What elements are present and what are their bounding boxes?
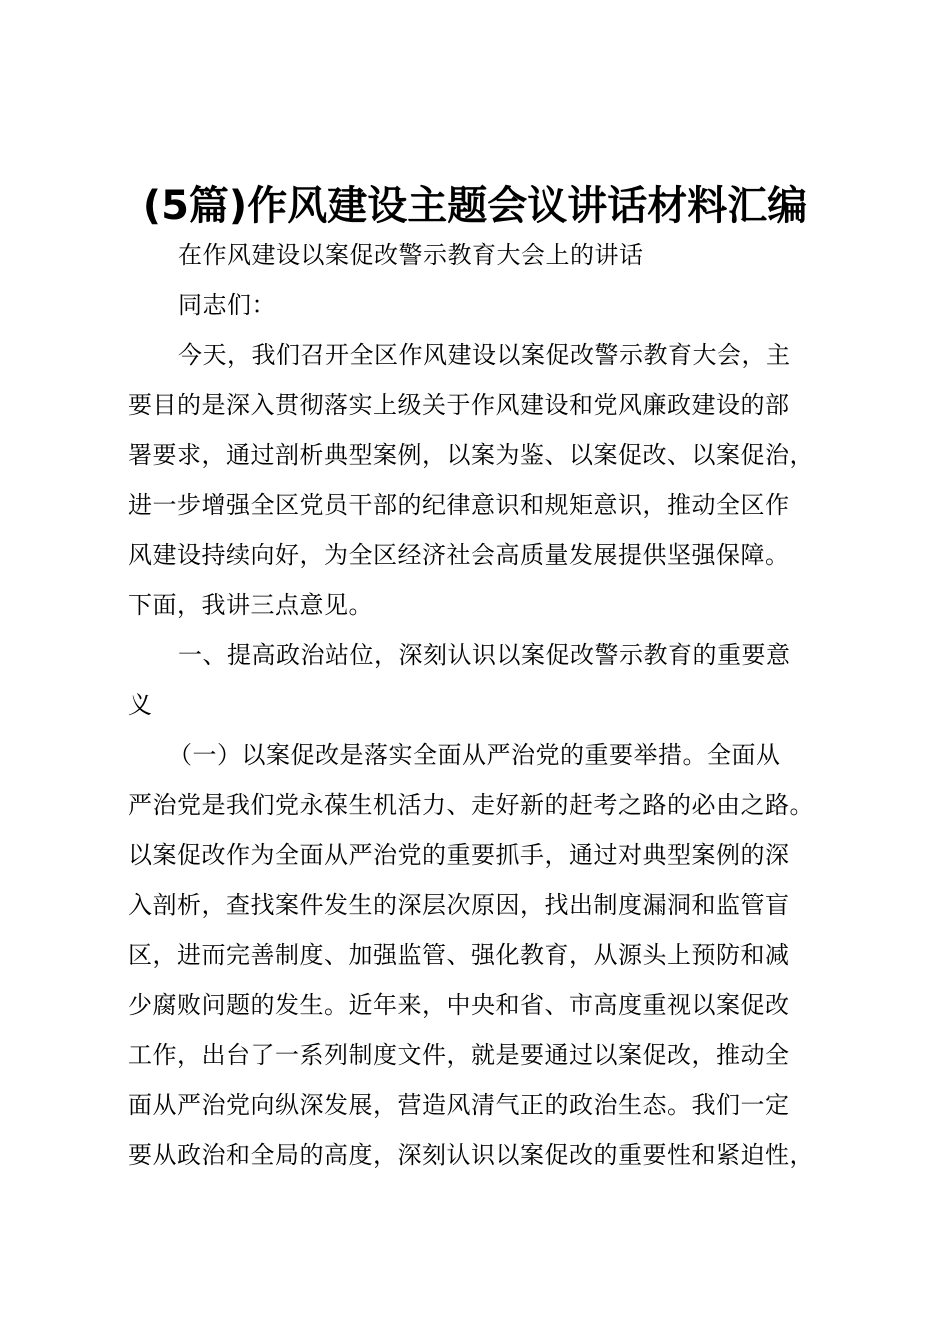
paragraph-line: （一）以案促改是落实全面从严治党的重要举措。全面从 bbox=[168, 741, 781, 769]
paragraph-line: 严治党是我们党永葆生机活力、走好新的赶考之路的必由之路。 bbox=[128, 791, 814, 819]
paragraph-line: 入剖析，查找案件发生的深层次原因，找出制度漏洞和监管盲 bbox=[128, 891, 790, 919]
heading-line: 义 bbox=[128, 691, 153, 719]
paragraph-line: 下面，我讲三点意见。 bbox=[128, 591, 373, 619]
paragraph-line: 少腐败问题的发生。近年来，中央和省、市高度重视以案促改 bbox=[128, 991, 790, 1019]
speech-subtitle: 在作风建设以案促改警示教育大会上的讲话 bbox=[178, 241, 644, 269]
document-title: (5篇)作风建设主题会议讲话材料汇编 bbox=[142, 183, 808, 229]
paragraph-line: 署要求，通过剖析典型案例，以案为鉴、以案促改、以案促治， bbox=[128, 441, 814, 469]
paragraph-line: 工作，出台了一系列制度文件，就是要通过以案促改，推动全 bbox=[128, 1041, 790, 1069]
salutation: 同志们： bbox=[178, 291, 276, 319]
heading-line: 一、提高政治站位，深刻认识以案促改警示教育的重要意 bbox=[178, 641, 791, 669]
paragraph-line: 今天，我们召开全区作风建设以案促改警示教育大会，主 bbox=[178, 341, 791, 369]
paragraph-line: 面从严治党向纵深发展，营造风清气正的政治生态。我们一定 bbox=[128, 1091, 790, 1119]
paragraph-line: 进一步增强全区党员干部的纪律意识和规矩意识，推动全区作 bbox=[128, 491, 790, 519]
paragraph-line: 要目的是深入贯彻落实上级关于作风建设和党风廉政建设的部 bbox=[128, 391, 790, 419]
paragraph-line: 要从政治和全局的高度，深刻认识以案促改的重要性和紧迫性， bbox=[128, 1141, 814, 1169]
paragraph-line: 风建设持续向好，为全区经济社会高质量发展提供坚强保障。 bbox=[128, 541, 790, 569]
paragraph-line: 以案促改作为全面从严治党的重要抓手，通过对典型案例的深 bbox=[128, 841, 790, 869]
paragraph-line: 区，进而完善制度、加强监管、强化教育，从源头上预防和减 bbox=[128, 941, 790, 969]
